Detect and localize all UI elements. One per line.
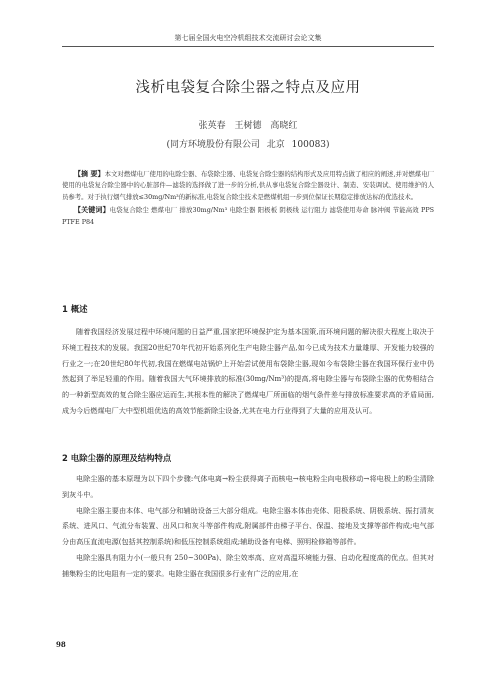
paper-title: 浅析电袋复合除尘器之特点及应用 <box>135 80 361 96</box>
paragraph: 电除尘器的基本原理为以下四个步骤:气体电离→粉尘获得离子而核电→核电粉尘向电极移动→将电极上的粉尘清除到灰斗中。 <box>62 474 434 499</box>
section-body-esp-principle <box>62 471 434 582</box>
paragraph: 随着我国经济发展过程中环境问题的日益严重,国家把环境保护定为基本国策,而环境问题的解决很大程度上取决于环境工程技术的发展。我国20世纪70年代初开始系列化生产电除尘器产品,如今已成为技术力量雄厚、开发能力较强的行业之一;在20世纪80年代初,我国在燃煤电站锅炉上开始尝试使用布袋除尘器,现如今布袋除尘器在我国环保行业中仍然起到了举足轻重的作用。随着我国大气环境排放的标准(30mg/Nm³)的提高,将电除尘器与布袋除尘器的优势相结合的一种新型高效的复合除尘器应运而生,其根本性的解决了燃煤电厂所面临的烟气条件差与排放标准要求高的矛盾局面,成为今后燃煤电厂大中型机组优选的高效节能新除尘设备,尤其在电力行业得到了大量的应用及认可。 <box>62 327 434 415</box>
paper-authors: 张英春 王树德 高晓红 <box>198 121 298 131</box>
section-heading-esp-principle: 2 电除尘器的原理及结构特点 <box>62 453 172 463</box>
page-number: 98 <box>56 640 66 649</box>
abstract-label: 【摘 要】 <box>74 169 105 178</box>
abstract-paragraph <box>62 168 434 203</box>
keywords-text: 电袋复合除尘 燃煤电厂 排放30mg/Nm³ 电除尘器 阳极板 阴极线 运行阻力 滤袋使用寿命 脉冲阀 节能高效 PPS PTFE P84 <box>62 206 434 226</box>
section-body-overview <box>62 324 434 419</box>
paper-affiliation: (同方环境股份有限公司 北京 100083) <box>166 140 330 150</box>
section-heading-overview: 1 概述 <box>62 304 88 314</box>
abstract-text: 本文对燃煤电厂使用的电除尘器、布袋除尘器、电袋复合除尘器的结构形式及应用特点做了相应的阐述,并对燃煤电厂使用的电袋复合除尘器中的心脏部件—滤袋的选择做了进一步的分析,供从事电袋复合除尘器设计、制造、安装调试、使用维护的人员参考。对于执行烟气排放≤30mg/Nm³的新标准,电袋复合除尘技术是燃煤机组一步到位保证长期稳定排放达标的优选技术。 <box>62 170 435 201</box>
paragraph: 电除尘器具有阻力小(一般只有 250~300Pa)、除尘效率高、应对高温环境能力强、自动化程度高的优点。但其对捕集粉尘的比电阻有一定的要求。电除尘器在我国很多行业有广泛的应用,在 <box>62 552 434 578</box>
abstract-block <box>62 168 434 228</box>
header-rule <box>62 46 434 47</box>
keywords-paragraph <box>62 204 434 228</box>
keywords-label: 【关键词】 <box>74 205 110 215</box>
running-header: 第七届全国火电空冷机组技术交流研讨会论文集 <box>174 34 322 42</box>
paragraph: 电除尘器主要由本体、电气部分和辅助设备三大部分组成。电除尘器本体由壳体、阳极系统、阴极系统、振打清灰系统、进风口、气流分布装置、出风口和灰斗等部件构成,附属部件由梯子平台、保温、接地及支撑等部件构成;电气部分由高压直流电源(包括其控制系统)和低压控制系统组成;辅助设备有电梯、照明检修箱等部件。 <box>62 505 434 547</box>
